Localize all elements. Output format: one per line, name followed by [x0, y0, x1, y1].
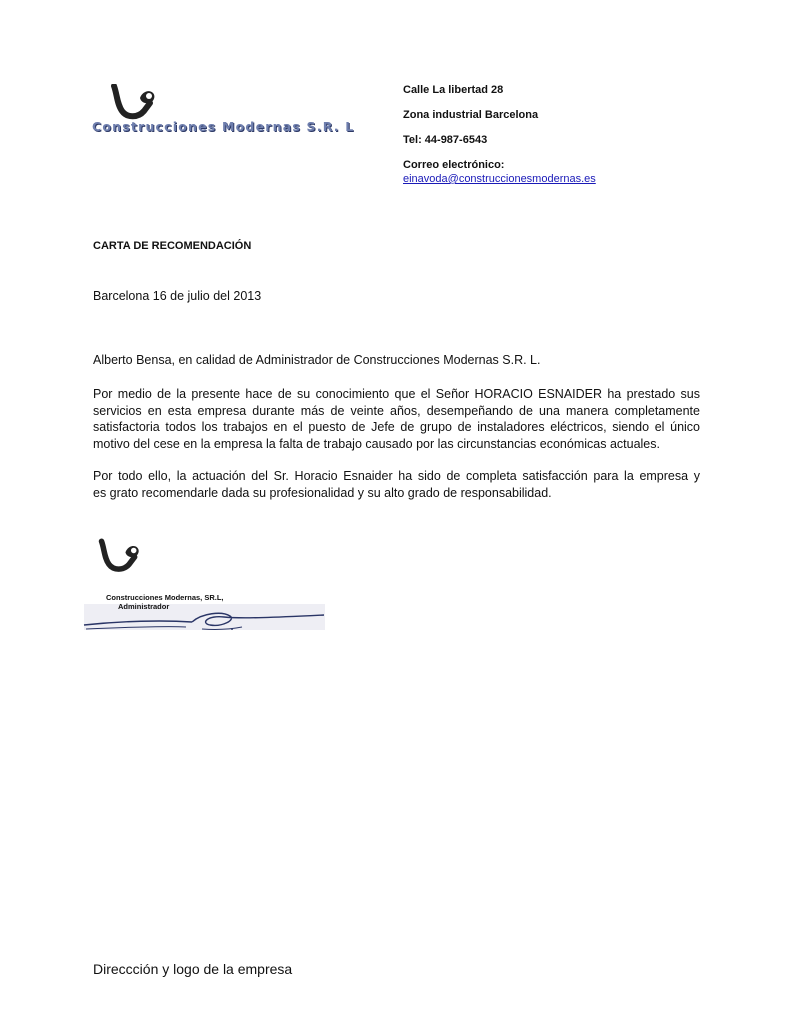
signature-company: Construcciones Modernas, SR.L, [106, 593, 224, 602]
paragraph-line: satisfactoria todos los trabajos en el puesto de Jefe de grupo de instaladores eléctricos, siendo el único [93, 420, 700, 434]
company-logo-mark-icon [108, 84, 158, 120]
paragraph-line: servicios en esta empresa durante más de veinte años, desempeñando de una manera completamente [93, 403, 700, 418]
address-zone: Zona industrial Barcelona [403, 109, 539, 121]
company-logo-text: Construcciones Modernas S.R. L [92, 119, 355, 134]
handwritten-signature [82, 605, 326, 631]
paragraph-line: motivo del cese en la empresa la falta de trabajo causado por las circunstancias económicas actuales. [93, 436, 660, 451]
letter-title: CARTA DE RECOMENDACIÓN [93, 240, 252, 252]
paragraph-line: Por todo ello, la actuación del Sr. Horacio Esnaider ha sido de completa satisfacción para la empresa y [93, 469, 700, 483]
body-paragraph-2 [93, 468, 700, 501]
body-paragraph-1 [93, 386, 700, 452]
signature-role: Administrador [118, 602, 170, 611]
email-label: Correo electrónico: [403, 159, 505, 171]
signature-logo-mark-icon [96, 538, 142, 574]
intro-line: Alberto Bensa, en calidad de Administrador de Construcciones Modernas S.R. L. [93, 353, 541, 367]
letter-date: Barcelona 16 de julio del 2013 [93, 289, 262, 303]
paragraph-line: es grato recomendarle dada su profesionalidad y su alto grado de responsabilidad. [93, 485, 552, 500]
email-link[interactable]: einavoda@construccionesmodernas.es [403, 173, 596, 185]
phone-number: Tel: 44-987-6543 [403, 134, 488, 146]
intro-paragraph [93, 352, 700, 369]
address-street: Calle La libertad 28 [403, 84, 504, 96]
footer-note: Direccción y logo de la empresa [93, 961, 293, 977]
paragraph-line: Por medio de la presente hace de su conocimiento que el Señor HORACIO ESNAIDER ha prestado sus [93, 387, 700, 401]
